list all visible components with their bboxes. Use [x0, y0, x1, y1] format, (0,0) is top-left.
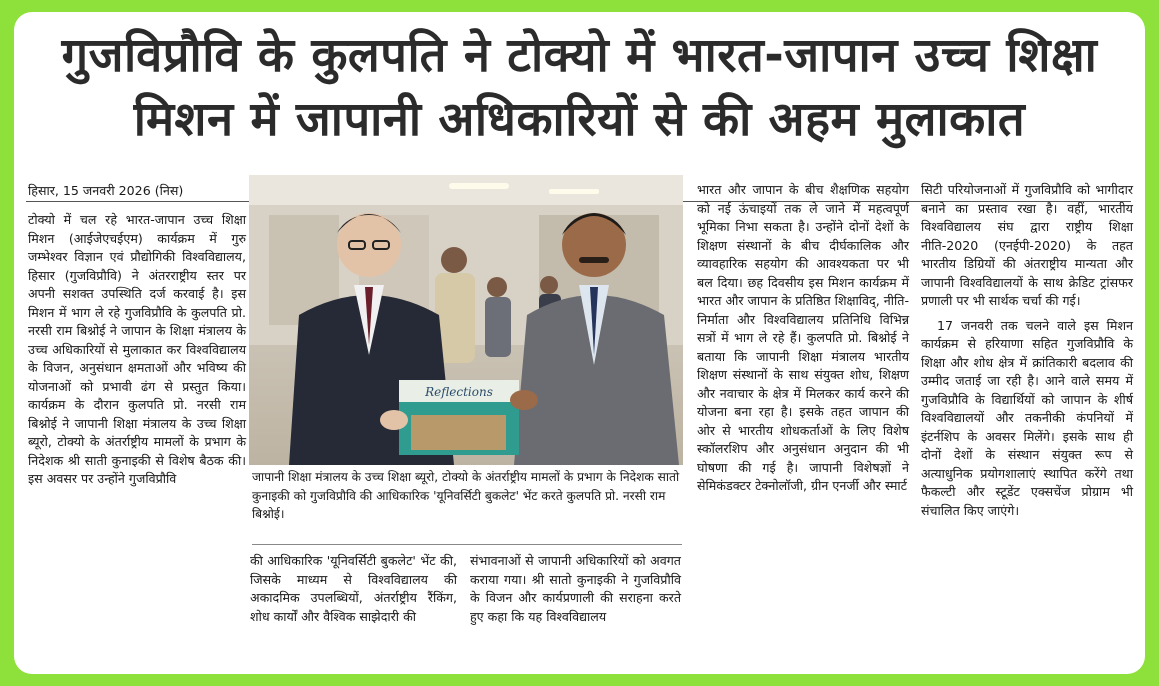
headline-line-2: मिशन में जापानी अधिकारियों से की अहम मुलाकात [133, 92, 1026, 147]
headline [14, 24, 1145, 152]
article-column-1 [28, 211, 246, 489]
newspaper-clipping [14, 12, 1145, 674]
photo-caption: जापानी शिक्षा मंत्रालय के उच्च शिक्षा ब्यूरो, टोक्यो के अंतर्राष्ट्रीय मामलों के प्रभाग के निदेशक सातो कुनाइकी को गुजविप्रौवि की आधिकारिक 'यूनिवर्सिटी बुकलेट' भेंट करते कुलपति प्रो. नरसी राम बिश्नोई। [252, 470, 680, 521]
dateline: हिसार, 15 जनवरी 2026 (निस) [28, 183, 184, 198]
photo-illustration [249, 175, 683, 465]
column-4-paragraph: भारत और जापान के बीच शैक्षणिक सहयोग को नई ऊंचाइयों तक ले जाने में महत्वपूर्ण भूमिका निभा सकता है। उन्होंने दोनों देशों के शिक्षण संस्थानों के बीच दीर्घकालिक और व्यावहारिक सहयोग की आवश्यकता पर भी बल दिया। छह दिवसीय इस मिशन कार्यक्रम में भारत और जापान के प्रतिष्ठित शिक्षाविद्, नीति-निर्माता और विश्वविद्यालय प्रतिनिधि विभिन्न सत्रों में भाग ले रहे हैं। कुलपति प्रो. बिश्नोई ने बताया कि जापानी शिक्षा मंत्रालय भारतीय शिक्षण संस्थानों के साथ संयुक्त शोध, शिक्षण और नवाचार के क्षेत्र में मिलकर कार्य करने की योजना बना रहा है। इसके तहत जापान की ओर से भारतीय शोधकर्ताओं के लिए विशेष स्कॉलरशिप और अनुसंधान अनुदान की भी घोषणा की गई है। जापानी विशेषज्ञों ने सेमिकंडक्टर टेक्नोलॉजी, ग्रीन एनर्जी और स्मार्ट [697, 182, 909, 493]
booklet-title: Reflections [425, 385, 493, 399]
article-photo [249, 175, 683, 465]
article-column-2 [250, 552, 457, 626]
headline-line-1: गुजविप्रौवि के कुलपति ने टोक्यो में भारत-जापान उच्च शिक्षा [61, 28, 1098, 83]
column-3-paragraph: संभावनाओं से जापानी अधिकारियों को अवगत कराया गया। श्री सातो कुनाइकी ने गुजविप्रौवि के विजन और कार्यप्रणाली की सराहना करते हुए कहा कि यह विश्वविद्यालय [470, 553, 681, 624]
article-column-5 [921, 181, 1133, 520]
caption-rule [252, 544, 682, 545]
column-5-paragraph-2: 17 जनवरी तक चलने वाले इस मिशन कार्यक्रम से हरियाणा सहित गुजविप्रौवि के शिक्षा और शोध क्षेत्र में क्रांतिकारी बदलाव की उम्मीद जताई जा रही है। आने वाले समय में गुजविप्रौवि के विद्यार्थियों को जापान के शीर्ष विश्वविद्यालयों और तकनीकी कंपनियों में इंटर्नशिप के अवसर मिलेंगे। इसके साथ ही दोनों देशों के संस्थान संयुक्त रूप से अत्याधुनिक प्रयोगशालाएं स्थापित करेंगे तथा फैकल्टी और स्टूडेंट एक्सचेंज प्रोग्राम भी संचालित किए जाएंगे। [921, 317, 1133, 518]
article-column-3 [470, 552, 681, 626]
column-2-paragraph: की आधिकारिक 'यूनिवर्सिटी बुकलेट' भेंट की, जिसके माध्यम से विश्वविद्यालय की अकादमिक उपलब्धियों, अंतर्राष्ट्रीय रैंकिंग, शोध कार्यों और वैश्विक साझेदारी की [250, 553, 457, 624]
column-5-paragraph-1: सिटी परियोजनाओं में गुजविप्रौवि को भागीदार बनाने का प्रस्ताव रखा है। वहीं, भारतीय विश्वविद्यालय संघ द्वारा राष्ट्रीय शिक्षा नीति-2020 (एनईपी-2020) के तहत भारतीय डिग्रियों की अंतराष्ट्रीय मान्यता और जापानी विश्वविद्यालयों के साथ क्रेडिट ट्रांसफर प्रणाली पर भी सार्थक चर्चा की गई। [921, 182, 1133, 308]
column-1-paragraph: टोक्यो में चल रहे भारत-जापान उच्च शिक्षा मिशन (आईजेएचईएम) कार्यक्रम में गुरु जम्भेश्वर विज्ञान एवं प्रौद्योगिकी विश्वविद्यालय, हिसार (गुजविप्रौवि) ने अंतरराष्ट्रीय स्तर पर अपनी सशक्त उपस्थिति दर्ज करवाई है। इस मिशन में भाग ले रहे गुजविप्रौवि के कुलपति प्रो. नरसी राम बिश्नोई ने जापान के शिक्षा मंत्रालय के उच्च अधिकारियों से मुलाकात कर विश्वविद्यालय के विजन, अनुसंधान क्षमताओं और भविष्य की योजनाओं को प्रभावी ढंग से प्रस्तुत किया। कार्यक्रम के दौरान कुलपति प्रो. नरसी राम बिश्नोई ने जापानी शिक्षा मंत्रालय के उच्च शिक्षा ब्यूरो, टोक्यो के अंतर्राष्ट्रीय मामलों के प्रभाग के निदेशक श्री साती कुनाइकी से विशेष बैठक की। इस अवसर पर उन्होंने गुजविप्रौवि [28, 212, 246, 486]
article-column-4 [697, 181, 909, 496]
